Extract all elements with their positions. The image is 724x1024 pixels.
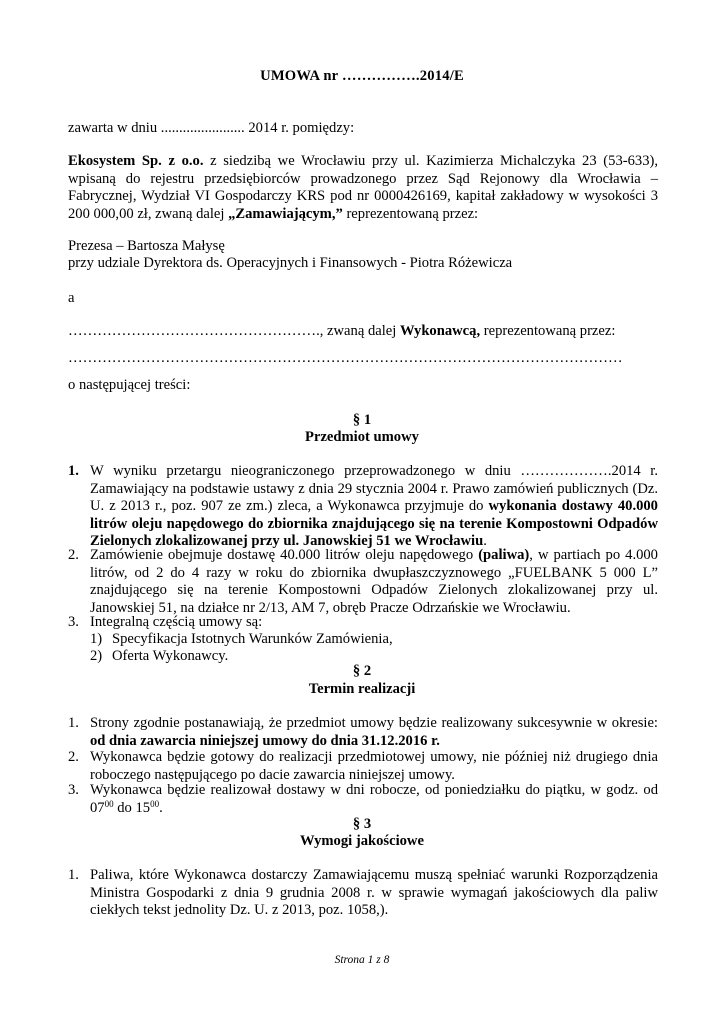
section1-item1-text-a: W wyniku przetargu nieograniczonego przeprowadzonego w dniu ……………….2014 r. Zamawiający na podstawie ustawy z dnia 29 stycznia 2004 r. Prawo zamówień publicznych (Dz. U. z 2013 r., poz. 907 ze zm.) zleca, a Wykonawca przyjmuje do — [90, 463, 658, 514]
party1-tail: reprezentowaną przez: — [342, 205, 479, 222]
and-word: a — [68, 290, 75, 306]
representative-line-2: przy udziale Dyrektora ds. Operacyjnych i Finansowych - Piotra Różewicza — [68, 255, 513, 271]
contract-title: UMOWA nr …………….2014/E — [260, 68, 464, 84]
section1-subitem2-text: Oferta Wykonawcy. — [112, 648, 229, 664]
section1-item2-text-c: , w partiach po 4.000 litrów, od 2 do 4 razy w roku do zbiornika dwupłaszczyznowego „FUELBANK 5 000 L” znajdującego się na terenie Kompostowni Odpadów Zielonych zlokalizowanej przy ul. Janowskiej 51, na działce nr 2/13, AM 7, obręb Pracze Odrzańskie we Wrocławiu. — [90, 547, 658, 616]
section2-item1-text-a: Strony zgodnie postanawiają, że przedmiot umowy będzie realizowany sukcesywnie w okresie: — [90, 715, 658, 731]
section2-item3-text — [90, 782, 658, 817]
party2-prefix: ……………………………………………., zwaną dalej — [68, 323, 400, 339]
section1-item3-number: 3. — [68, 614, 79, 630]
section1-number: § 1 — [352, 412, 372, 428]
section1-subitem1-text: Specyfikacja Istotnych Warunków Zamówienia, — [112, 631, 393, 647]
section1-title: Przedmiot umowy — [305, 429, 419, 445]
party1-alias: „Zamawiającym,” — [228, 205, 343, 222]
page-number-footer: Strona 1 z 8 — [334, 954, 390, 966]
section1-item1-number: 1. — [68, 463, 79, 479]
party2-line — [68, 323, 668, 341]
section3-number: § 3 — [352, 816, 372, 832]
section3-title: Wymogi jakościowe — [300, 833, 424, 849]
section2-title: Termin realizacji — [308, 681, 416, 697]
section1-item2-text-a: Zamówienie obejmuje dostawę 40.000 litrów oleju napędowego — [90, 547, 479, 563]
concluded-date-line: zawarta w dniu ....................... 2014 r. pomiędzy: — [68, 120, 355, 136]
start-hour-superscript: 00 — [104, 798, 114, 809]
section1-subitem2-number: 2) — [90, 648, 103, 664]
party1-name: Ekosystem Sp. z o.o. — [68, 153, 204, 169]
section1-item2-text — [90, 547, 658, 617]
section1-item1-text-bold: wykonania dostawy 40.000 litrów oleju napędowego do zbiornika znajdującego się na terenie Kompostowni Odpadów Zielonych zlokalizowanej przy ul. Janowskiej 51 we Wrocławiu — [90, 498, 658, 549]
section1-item1-text-c: . — [483, 533, 487, 549]
section3-item1-text: Paliwa, które Wykonawca dostarczy Zamawiającemu muszą spełniać warunki Rozporządzenia Ministra Gospodarki z dnia 9 grudnia 2008 r. w sprawie wymagań jakościowych dla paliw ciekłych tekst jednolity Dz. U. z 2013, poz. 1058,). — [90, 867, 658, 918]
party1-paragraph — [68, 153, 658, 223]
section2-item3-text-a: Wykonawca będzie realizował dostawy w dni robocze, od poniedziałku do piątku, w godz. od 07 — [90, 782, 658, 816]
section1-item3-text: Integralną częścią umowy są: — [90, 614, 263, 630]
section2-item1-text — [90, 715, 658, 750]
party1-text: z siedzibą we Wrocławiu przy ul. Kazimierza Michalczyka 23 (53-633), wpisaną do rejestru przedsiębiorców prowadzonego przez Sąd Rejonowy dla Wrocławia – Fabrycznej, Wydział VI Gospodarczy KRS pod nr 0000426169, kapitał zakładowy w wysokości 3 200 000,00 zł, zwaną dalej — [68, 153, 658, 222]
section2-item2-text: Wykonawca będzie gotowy do realizacji przedmiotowej umowy, nie później niż drugiego dnia roboczego następującego po dacie zawarcia niniejszej umowy. — [90, 749, 658, 783]
section3-item1-number: 1. — [68, 867, 79, 883]
section2-item3-text-c: . — [159, 799, 163, 816]
party2-suffix: reprezentowaną przez: — [480, 323, 616, 339]
section2-item1-text-bold: od dnia zawarcia niniejszej umowy do dnia 31.12.2016 r. — [90, 732, 440, 749]
section2-number: § 2 — [352, 663, 372, 679]
section2-item3-number: 3. — [68, 782, 79, 798]
party2-representative-line: …………………………………………………………………………………………………… — [68, 350, 623, 366]
following-content-line: o następującej treści: — [68, 377, 191, 393]
section2-item1-number: 1. — [68, 715, 79, 731]
section1-item2-number: 2. — [68, 547, 79, 563]
end-hour-superscript: 00 — [150, 798, 160, 809]
section1-item1-text — [90, 463, 658, 551]
representative-line-1: Prezesa – Bartosza Małysę — [68, 238, 225, 254]
section2-item3-text-b: do 15 — [113, 799, 151, 816]
section2-item2-number: 2. — [68, 749, 79, 765]
section1-subitem1-number: 1) — [90, 631, 103, 647]
party2-alias: Wykonawcą, — [399, 323, 481, 339]
section1-item2-text-bold: (paliwa) — [478, 547, 530, 563]
